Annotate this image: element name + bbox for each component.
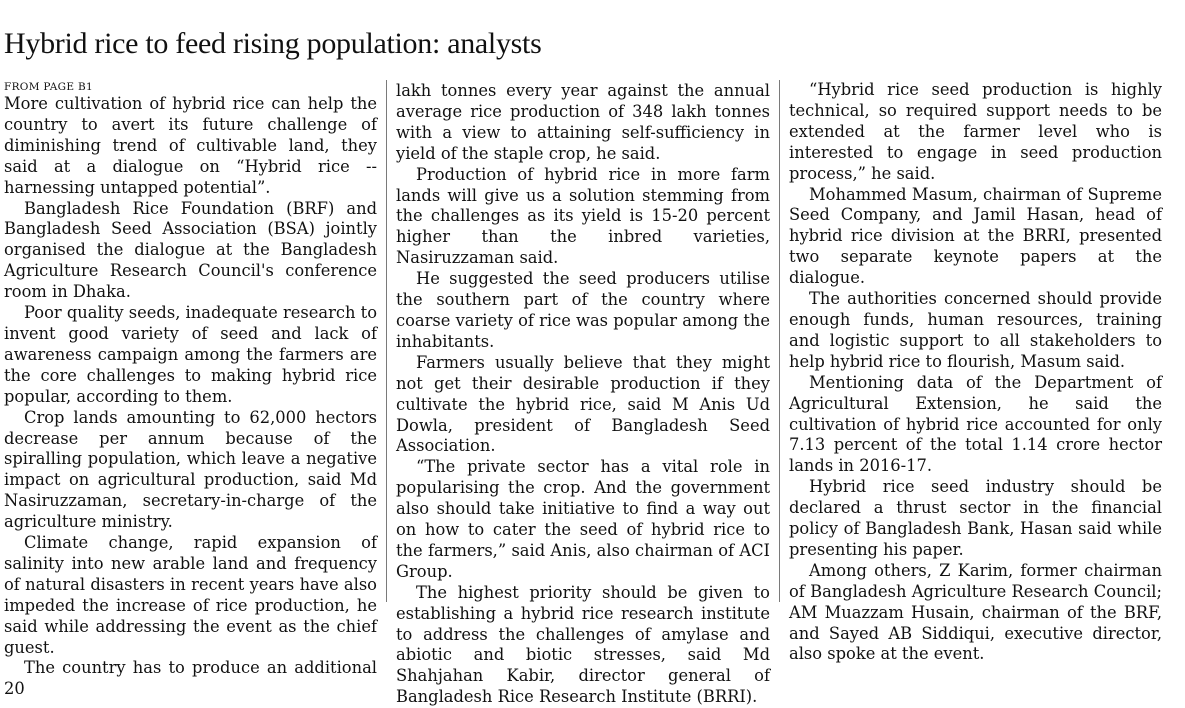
dateline: FROM PAGE B1	[4, 81, 93, 93]
article-column-1	[4, 80, 378, 699]
paragraph: The country has to produce an additional 20	[4, 658, 377, 699]
headline: Hybrid rice to feed rising population: analysts	[4, 27, 542, 60]
paragraph: Farmers usually believe that they might not get their desirable production if they cultivate the hybrid rice, said M Anis Ud Dowla, president of Bangladesh Seed Association.	[396, 352, 770, 456]
article-column-3	[789, 80, 1162, 664]
paragraph: Mohammed Masum, chairman of Supreme Seed Company, and Jamil Hasan, head of hybrid rice division at the BRRI, presented two separate keynote papers at the dialogue.	[789, 184, 1162, 288]
paragraph: He suggested the seed producers utilise the southern part of the country where coarse variety of rice was popular among the inhabitants.	[396, 269, 770, 351]
paragraph: “Hybrid rice seed production is highly technical, so required support needs to be extended at the farmer level who is interested to engage in seed production process,” he said.	[789, 80, 1162, 183]
paragraph: Hybrid rice seed industry should be declared a thrust sector in the financial policy of Bangladesh Bank, Hasan said while presenting his paper.	[789, 477, 1162, 559]
paragraph: Poor quality seeds, inadequate research to invent good variety of seed and lack of awareness campaign among the farmers are the core challenges to making hybrid rice popular, according to them.	[4, 303, 378, 406]
paragraph: Crop lands amounting to 62,000 hectors decrease per annum because of the spiralling population, which leave a negative impact on agricultural production, said Md Nasiruzzaman, secretary-in-charge of the agriculture ministry.	[4, 407, 377, 532]
paragraph: More cultivation of hybrid rice can help the country to avert its future challenge of diminishing trend of cultivable land, they said at a dialogue on “Hybrid rice -- harnessing untapped potential”.	[4, 94, 377, 197]
paragraph: Climate change, rapid expansion of salinity into new arable land and frequency of natural disasters in recent years have also impeded the increase of rice production, he said while addressing the event as the chief guest.	[4, 533, 377, 657]
paragraph: The authorities concerned should provide enough funds, human resources, training and logistic support to all stakeholders to help hybrid rice to flourish, Masum said.	[789, 289, 1162, 371]
paragraph: lakh tonnes every year against the annual average rice production of 348 lakh tonnes with a view to attaining self-sufficiency in yield of the staple crop, he said.	[396, 81, 770, 163]
paragraph: Mentioning data of the Department of Agricultural Extension, he said the cultivation of hybrid rice accounted for only 7.13 percent of the total 1.14 crore hector lands in 2016-17.	[789, 372, 1162, 476]
column-divider	[779, 80, 780, 602]
column-divider	[386, 80, 387, 602]
article-column-2	[396, 81, 770, 707]
paragraph: Among others, Z Karim, former chairman of Bangladesh Agriculture Research Council; AM Muazzam Husain, chairman of the BRF, and Sayed AB Siddiqui, executive director, also spoke at the event.	[789, 560, 1162, 664]
paragraph: “The private sector has a vital role in popularising the crop. And the government also should take initiative to find a way out on how to cater the seed of hybrid rice to the farmers,” said Anis, also chairman of ACI Group.	[396, 457, 770, 581]
paragraph: Bangladesh Rice Foundation (BRF) and Bangladesh Seed Association (BSA) jointly organised the dialogue at the Bangladesh Agriculture Research Council's conference room in Dhaka.	[4, 198, 377, 302]
paragraph: The highest priority should be given to establishing a hybrid rice research institute to address the challenges of amylase and abiotic and biotic stresses, said Md Shahjahan Kabir, director general of Bangladesh Rice Research Institute (BRRI).	[396, 582, 770, 707]
paragraph: Production of hybrid rice in more farm lands will give us a solution stemming from the challenges as its yield is 15-20 percent higher than the inbred varieties, Nasiruzzaman said.	[396, 164, 770, 268]
